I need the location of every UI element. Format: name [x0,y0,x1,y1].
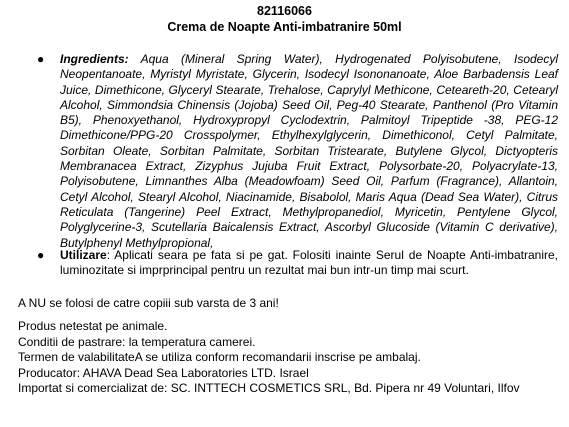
info-line-importer: Importat si comercializat de: SC. INTTECH COSMETICS SRL, Bd. Pipera nr 49 Voluntari, Ilfov [18,381,520,395]
usage-instructions: : Aplicati seara pe fata si pe gat. Folositi inainte Serul de Noapte Anti-imbatranire, luminozitate si imprprincipal pentru un rezultat mai bun intr-un timp mai scurt. [60,248,558,278]
bullet-icon: ● [37,248,45,262]
bullet-icon: ● [37,52,45,66]
usage-text [60,248,558,279]
info-line-expiry: Termen de valabilitateA se utiliza conform recomandarii inscrise pe ambalaj. [18,350,421,364]
usage-section [18,248,558,279]
info-line-animal-testing: Produs netestat pe animale. [18,319,168,333]
ingredients-list: Aqua (Mineral Spring Water), Hydrogenated Polyisobutene, Isodecyl Neopentanoate, Myristyl Myristate, Glycerin, Isodecyl Isononanoate, Aloe Barbadensis Leaf Juice, Dimethicone, Glyceryl Stearate, Trehalose, Caprylyl Methicone, Ceteareth-20, Cetearyl Alcohol, Simmondsia Chinensis (Jojoba) Seed Oil, Peg-40 Stearate, Panthenol (Pro Vitamin B5), Phenoxyethanol, Hydroxypropyl Cyclodextrin, Palmitoyl Tripeptide -38, PEG-12 Dimethicone/PPG-20 Crosspolymer, Ethylhexylglycerin, Dimethiconol, Cetyl Palmitate, Sorbitan Oleate, Sorbitan Palmitate, Sorbitan Tristearate, Butylene Glycol, Dictyopteris Membranacea Extract, Zizyphus Jujuba Fruit Extract, Polysorbate-20, Polyacrylate-13, Polyisobutene, Limnanthes Alba (Meadowfoam) Seed Oil, Parfum (Fragrance), Allantoin, Cetyl Alcohol, Stearyl Alcohol, Niacinamide, Bisabolol, Maris Aqua (Dead Sea Water), Citrus Reticulata (Tangerine) Peel Extract, Methylpropanediol, Myricetin, Pentylene Glycol, Polyglycerine-3, Scutellaria Baicalensis Extract, Ascorbyl Glucoside (Vitamin C derivative), Butylphenyl Methylpropional, [60,52,559,250]
product-title: Crema de Noapte Anti-imbatranire 50ml [167,20,402,34]
product-code: 82116066 [257,4,312,18]
product-header [0,4,569,35]
info-line-storage: Conditii de pastrare: la temperatura camerei. [18,334,256,349]
usage-label: Utilizare [60,248,107,262]
child-warning: A NU se folosi de catre copiii sub varsta de 3 ani! [18,296,279,310]
ingredients-text [60,52,558,251]
info-line-manufacturer: Producator: AHAVA Dead Sea Laboratories LTD. Israel [18,365,309,380]
ingredients-section [18,52,558,251]
ingredients-label: Ingredients: [60,52,129,66]
product-info [18,319,558,397]
